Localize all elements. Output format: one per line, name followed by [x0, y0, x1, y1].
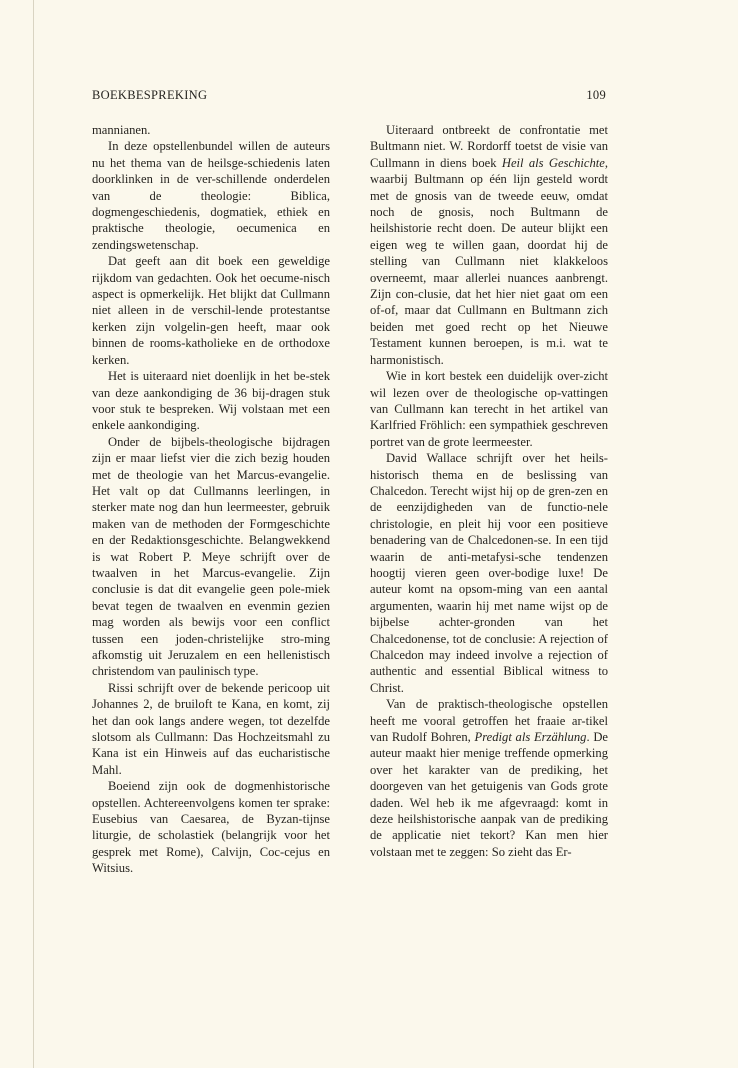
- page-edge-line: [33, 0, 34, 1068]
- book-title-heil-als-geschichte: Heil als Geschichte: [501, 155, 605, 170]
- page-number: 109: [586, 88, 606, 102]
- left-paragraph-5: Onder de bijbels-theologische bijdragen zijn er maar liefst vier die zich bezig houden met de theologie van het Marcus-evangelie. Het valt op dat Cullmanns leerlingen, in sterker mate nog dan hun leermeester, gebruik maken van de methoden der Formgeschichte en der Redaktionsgeschichte. Belangwekkend is wat Robert P. Meye schrijft over de twaalven in het Marcus-evangelie. Zijn conclusie is dat dit evangelie geen pole-miek bevat tegen de twaalven en evenmin gezien mag worden als bewijs voor een conflict tussen een joden-christelijke stro-ming afkomstig uit Jeruzalem en een hellenistisch christendom van paulinisch type.: [92, 434, 330, 679]
- left-paragraph-7: Boeiend zijn ook de dogmenhistorische opstellen. Achtereenvolgens komen ter sprake: Eusebius van Caesarea, de Byzan-tijnse liturgie, de scholastiek (belangrijk voor het gesprek met Rome), Calvijn, Coc-cejus en Witsius.: [92, 779, 330, 876]
- left-paragraph-1: mannianen.: [92, 123, 151, 137]
- right-paragraph-3: David Wallace schrijft over het heils-historisch thema en de beslissing van Chalcedon. Terecht wijst hij op de gren-zen en de eenzijdigheden van de functio-nele christologie, en pleit hij voor een positieve benadering van de Chalcedonen-se. In een tijd waarin de anti-metafysi-sche tendenzen hoogtij vieren geen over-bodige luxe! De auteur komt na opsom-ming van een aantal argumenten, waarin hij met name wijst op de bijbelse achter-gronden van het Chalcedonense, tot de conclusie: A rejection of Chalcedon may indeed involve a rejection of authentic and essential Biblical witness to Christ.: [370, 451, 608, 695]
- right-paragraph-1: Uiteraard ontbreekt de confrontatie met Bultmann niet. W. Rordorff toetst de visie van Cullmann in diens boek Heil als Geschichte, waarbij Bultmann op één lijn gesteld wordt met de gnosis van de tweede eeuw, omdat noch de gnosis, noch Bultmann de heilshistorie recht doen. De auteur blijkt een eigen weg te willen gaan, doordat hij de stelling van Cullmann niet klakkeloos overneemt, maar allerlei nuances aanbrengt. Zijn con-clusie, dat het hier niet gaat om een of-of, maar dat Cullmann en Bultmann zich beiden met goed recht op het Nieuwe Testament kunnen beroepen, is m.i. wat te harmonistisch.: [370, 123, 608, 367]
- left-column: [92, 122, 330, 877]
- right-paragraph-4: Van de praktisch-theologische opstellen heeft me vooral getroffen het fraaie ar-tikel van Rudolf Bohren, Predigt als Erzählung. De auteur maakt hier menige treffende opmerking over het karakter van de prediking, het doorgeven van het getuigenis van Gods grote daden. Wel heb ik me afgevraagd: komt in deze heilshistorische aanpak van de prediking de applicatie niet tekort? Kan men hier volstaan met te zeggen: So zieht das Er-: [370, 697, 608, 859]
- right-column: [370, 122, 608, 860]
- article-title-predigt-als-erzaehlung: Predigt als Erzählung: [474, 730, 587, 745]
- left-paragraph-2: In deze opstellenbundel willen de auteurs nu het thema van de heilsge-schiedenis laten doorklinken in de ver-schillende onderdelen van de theologie: Biblica, dogmengeschiedenis, dogmatiek, ethiek en praktische theologie, oecumenica en zendingswetenschap.: [92, 139, 330, 252]
- left-paragraph-4: Het is uiteraard niet doenlijk in het be-stek van deze aankondiging de 36 bij-dragen stuk voor stuk te bespreken. Wij volstaan met een enkele aankondiging.: [92, 369, 330, 433]
- right-paragraph-2: Wie in kort bestek een duidelijk over-zicht wil lezen over de theologische op-vattingen van Cullmann kan terecht in het artikel van Karlfried Fröhlich: een sympathiek geschreven portret van de grote leermeester.: [370, 369, 608, 449]
- left-paragraph-3: Dat geeft aan dit boek een geweldige rijkdom van gedachten. Ook het oecume-nisch aspect is opmerkelijk. Het blijkt dat Cullmann niet alleen in de verschil-lende protestantse kerken zijn volgelin-gen heeft, maar ook binnen de rooms-katholieke en de orthodoxe kerken.: [92, 254, 330, 367]
- running-head-title: BOEKBESPREKING: [92, 88, 208, 102]
- left-paragraph-6: Rissi schrijft over de bekende pericoop uit Johannes 2, de bruiloft te Kana, en komt, zij het dan ook langs andere wegen, tot dezelfde slotsom als Cullmann: Das Hochzeitsmahl zu Kana ist ein Hinweis auf das eucharistische Mahl.: [92, 680, 330, 777]
